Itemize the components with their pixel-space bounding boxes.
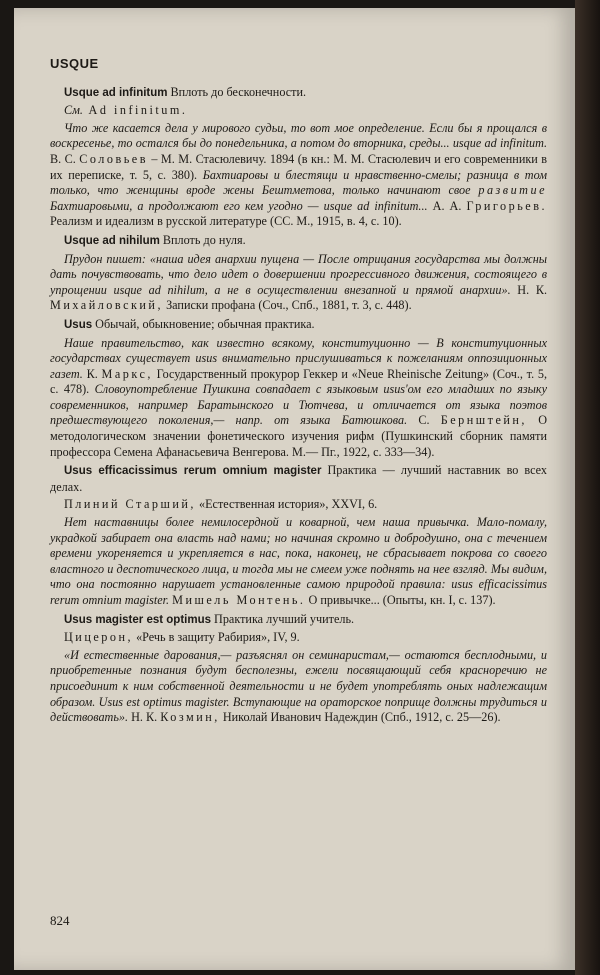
quotation: Наше правительство, как известно всякому, конституционно — В конституционных государствах существует usus внимательно прислушиваться к пожеланиям оппозиционных газет. К. Маркс, Государственный прокурор Геккер и «Neue Rheinische Zeitung» (Соч., т. 5, с. 478). Словоупотребление Пушкина совпадает с языковым usus'ом его младших по языку современников, например Баратынского и Тютчева, и отличается от языка поэтов предшествующего поколения,— напр. от языка Батюшкова. С. Бернштейн, О методологическом значении фонетического изучения рифм (Пушкинский сборник памяти профессора Семена Афанасьевича Венгерова. М.— Пг., 1922, с. 333—34).: [50, 335, 548, 459]
source-line: Цицерон, «Речь в защиту Рабирия», IV, 9.: [64, 630, 300, 645]
quotation: Прудон пишет: «наша идея анархии пущена — После отрицания государства мы должны дать почувствовать, что дело идет о довершении прогрессивного движения, состоящего в упрощении usque ad nihilum, а не в осуществлении внезапной и прямой анархии». Н. К. Михайловский, Записки профана (Соч., Спб., 1881, т. 3, с. 448).: [50, 251, 548, 313]
see-label: См.: [64, 103, 83, 118]
author-name: Плиний Старший,: [64, 497, 196, 512]
book-spine: [575, 0, 600, 975]
entry-term: Usus efficacissimus rerum omnium magister: [64, 465, 322, 478]
entry-definition: Вплоть до бесконечности.: [167, 84, 307, 99]
author-name: Маркс,: [101, 366, 153, 381]
entry-term: Usus magister est optimus: [64, 613, 211, 626]
source-line: Плиний Старший, «Естественная история», XXVI, 6.: [64, 497, 378, 512]
entry-usus-magister: [50, 612, 547, 726]
see-reference: Ad infinitum.: [82, 103, 188, 118]
entry-definition: Обычай, обыкновение; обычная практика.: [92, 316, 315, 331]
author-name: Козмин,: [160, 710, 220, 725]
page-number: 824: [50, 913, 70, 928]
entry-definition: Вплоть до нуля.: [159, 232, 246, 247]
page-content: [50, 56, 547, 726]
quotation: «И естественные дарования,— разъяснял он семинаристам,— остаются бесплодными, и приобретенные познания будут бесполезны, ежели посвящающий себя красноречию не присоединит к ним собственной деятельности и не будет употреблять оных надлежащим образом. Usus est optimus magister. Вступающие на ораторское поприще должны трудиться и действовать». Н. К. Козмин, Николай Иванович Надеждин (Спб., 1912, с. 25—26).: [50, 647, 547, 725]
entry-term: Usque ad nihilum: [64, 234, 160, 247]
author-name: Цицерон,: [64, 630, 134, 645]
author-name: Григорьев.: [466, 198, 548, 213]
entry-term: Usque ad infinitum: [64, 86, 168, 99]
author-name: Мишель Монтень.: [172, 593, 306, 607]
author-name: Михайловский,: [50, 298, 164, 313]
author-name: Бернштейн,: [440, 413, 527, 428]
author-name: Соловьев: [79, 151, 148, 166]
quotation: Нет наставницы более немилосердной и коварной, чем наша привычка. Мало-помалу, украдкой забирает она власть над нами; но начиная скромно и добродушно, она с течением времени укореняется и укрепляется в нас, пока, наконец, не сбрасывает покрова со своего властного и деспотического лица, и тогда мы не смеем уже поднять на нее взгляд. Мы видим, что она постоянно нарушает установленные самою природой правила: usus efficacissimus rerum omnium magister. Мишель Монтень. О привычке... (Опыты, кн. I, с. 137).: [50, 515, 547, 607]
entry-definition: Практика лучший учитель.: [210, 611, 355, 626]
entry-usque-ad-nihilum: [50, 233, 547, 314]
entry-definition: Практика — лучший наставник во всех делах.: [50, 463, 548, 494]
entry-usus-efficacissimus: [50, 463, 547, 608]
running-header: USQUE: [50, 56, 99, 71]
quotation: Что же касается дела у мирового судьи, то вот мое определение. Если бы я прощался в воскресенье, то остался бы до понедельника, а потом до вторника, среды... usque ad infinitum. В. С. Соловьев – М. М. Стасюлевичу. 1894 (в кн.: М. М. Стасюлевич и его современники в их переписке, т. 5, с. 380). Бахтиаровы и блестящи и нравственно-смелы; разница в том только, что женщины вроде жены Бештметова, только начинают свое развитие Бахтиаровыми, а продолжают его кем угодно — usque ad infinitum... А. А. Григорьев. Реализм и идеализм в русской литературе (СС. М., 1915, в. 4, с. 10).: [50, 120, 548, 229]
entry-usque-ad-infinitum: [50, 85, 547, 230]
entry-term: Usus: [64, 318, 93, 331]
entry-usus: [50, 317, 547, 460]
